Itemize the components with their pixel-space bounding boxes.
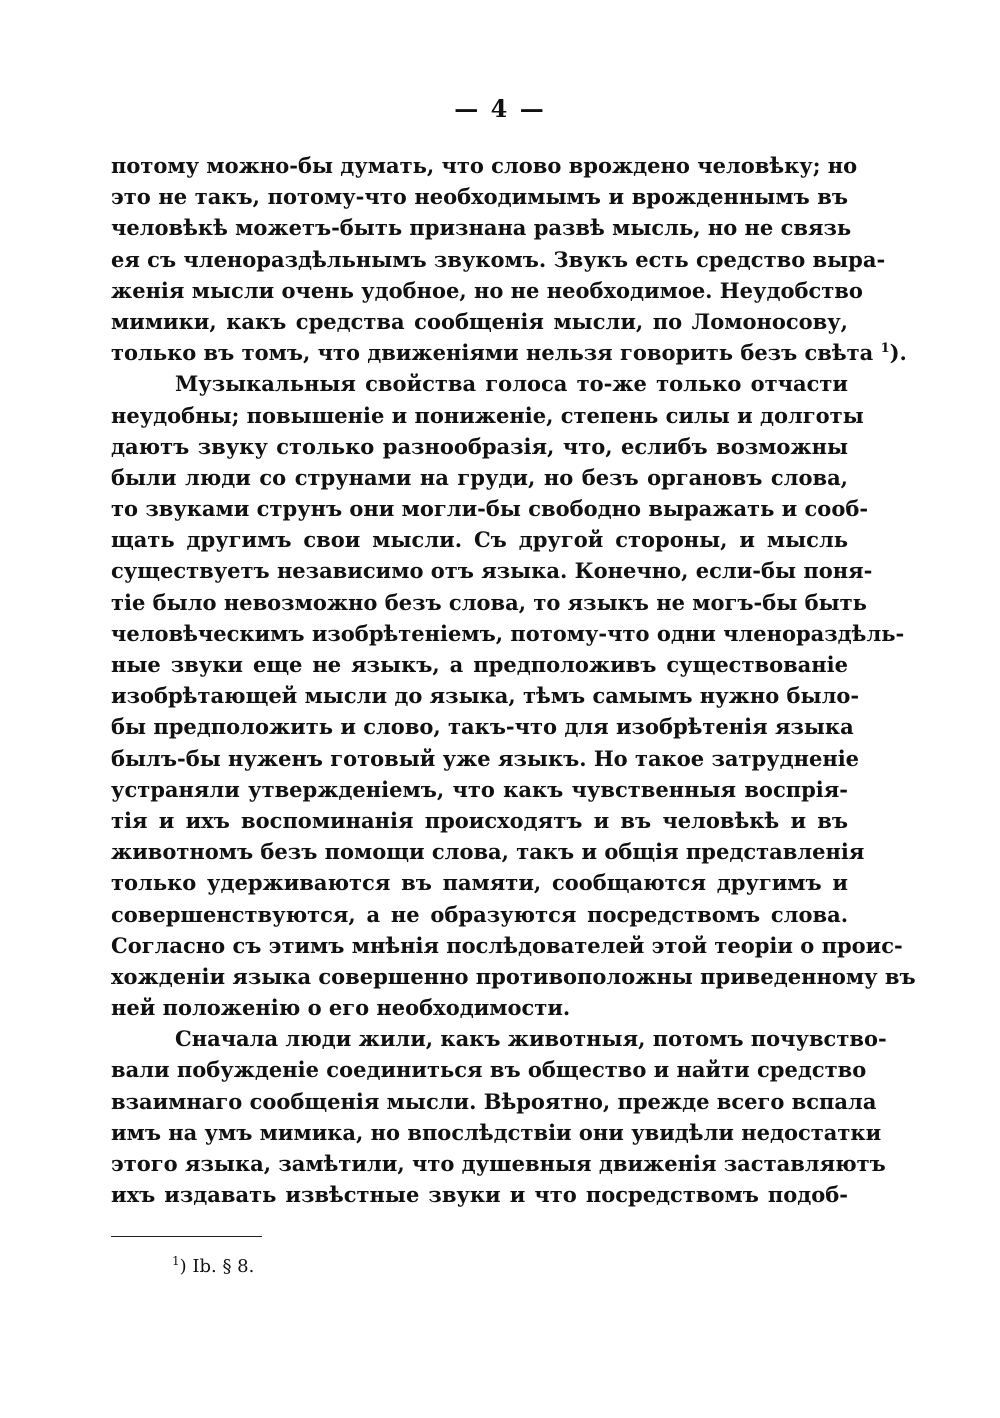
- text-line: это не такъ, потому-что необходимымъ и врожденнымъ въ: [111, 184, 848, 210]
- text-line: Музыкальныя свойства голоса то-же только отчасти: [175, 371, 848, 397]
- text-line: ней положенію о его необходимости.: [111, 995, 571, 1021]
- text-line: существуетъ независимо отъ языка. Конечно, если-бы поня-: [111, 558, 873, 584]
- text-line: человѣкѣ можетъ-быть признана развѣ мысль, но не связь: [111, 215, 852, 241]
- text-line: даютъ звуку столько разнообразія, что, еслибъ возможны: [111, 433, 848, 459]
- footnote-separator: [111, 1236, 262, 1237]
- text-line: мимики, какъ средства сообщенія мысли, по Ломоносову,: [111, 308, 848, 334]
- text-line: совершенствуются, а не образуются посредствомъ слова.: [111, 901, 848, 927]
- footnote-text: ) Ib. § 8.: [179, 1256, 255, 1277]
- text-line: тіе было невозможно безъ слова, то языкъ не могъ-бы быть: [111, 589, 867, 615]
- text-line: этого языка, замѣтили, что душевныя движенія заставляютъ: [111, 1151, 886, 1176]
- text-line: щать другимъ свои мысли. Съ другой стороны, и мысль: [111, 527, 848, 553]
- text-line: вали побужденіе соединиться въ общество и найти средство: [111, 1057, 867, 1083]
- body-text: [111, 150, 916, 1210]
- footnote: [172, 1255, 254, 1279]
- text-line: потому можно-бы думать, что слово врождено человѣку; но: [111, 153, 858, 178]
- text-line: устраняли утвержденіемъ, что какъ чувственныя воспрія-: [111, 776, 848, 802]
- text-line: были люди со струнами на груди, но безъ органовъ слова,: [111, 464, 848, 490]
- text-line: хожденіи языка совершенно противоположны приведенному въ: [111, 963, 916, 989]
- text-line: то звуками струнъ они могли-бы свободно выражать и сооб-: [111, 496, 869, 522]
- text-line-ending: ).: [889, 340, 907, 366]
- text-line-content: только въ томъ, что движеніями нельзя говорить безъ свѣта: [111, 340, 874, 366]
- text-line: бы предположить и слово, такъ-что для изобрѣтенія языка: [111, 714, 854, 740]
- text-line: неудобны; повышеніе и пониженіе, степень силы и долготы: [111, 402, 864, 428]
- text-line: животномъ безъ помощи слова, такъ и общія представленія: [111, 839, 865, 865]
- text-line: ные звуки еще не языкъ, а предположивъ существованіе: [111, 652, 848, 677]
- text-line: Согласно съ этимъ мнѣнія послѣдователей этой теоріи о проис-: [111, 932, 903, 958]
- text-line: тія и ихъ воспоминанія происходятъ и въ человѣкѣ и въ: [111, 807, 848, 833]
- text-line: ихъ издавать извѣстные звуки и что посредствомъ подоб-: [111, 1182, 848, 1208]
- text-line: былъ-бы нуженъ готовый уже языкъ. Но такое затрудненіе: [111, 745, 860, 771]
- footnote-reference: 1: [880, 341, 890, 357]
- text-line: женія мысли очень удобное, но не необходимое. Неудобство: [111, 277, 863, 303]
- text-line-with-footnote: [111, 337, 907, 368]
- text-line: имъ на умъ мимика, но впослѣдствіи они увидѣли недостатки: [111, 1119, 882, 1145]
- footnote-marker: 1: [172, 1254, 180, 1268]
- text-line: изобрѣтающей мысли до языка, тѣмъ самымъ нужно было-: [111, 683, 860, 709]
- text-line: только удерживаются въ памяти, сообщаются другимъ и: [111, 870, 848, 896]
- text-line: взаимнаго сообщенія мысли. Вѣроятно, прежде всего вспала: [111, 1088, 877, 1114]
- page-number: — 4 —: [454, 94, 546, 123]
- text-line: ея съ членораздѣльнымъ звукомъ. Звукъ есть средство выра-: [111, 246, 886, 272]
- text-line: человѣческимъ изобрѣтеніемъ, потому-что одни членораздѣль-: [111, 620, 905, 646]
- text-line: Сначала люди жили, какъ животныя, потомъ почувство-: [175, 1026, 887, 1052]
